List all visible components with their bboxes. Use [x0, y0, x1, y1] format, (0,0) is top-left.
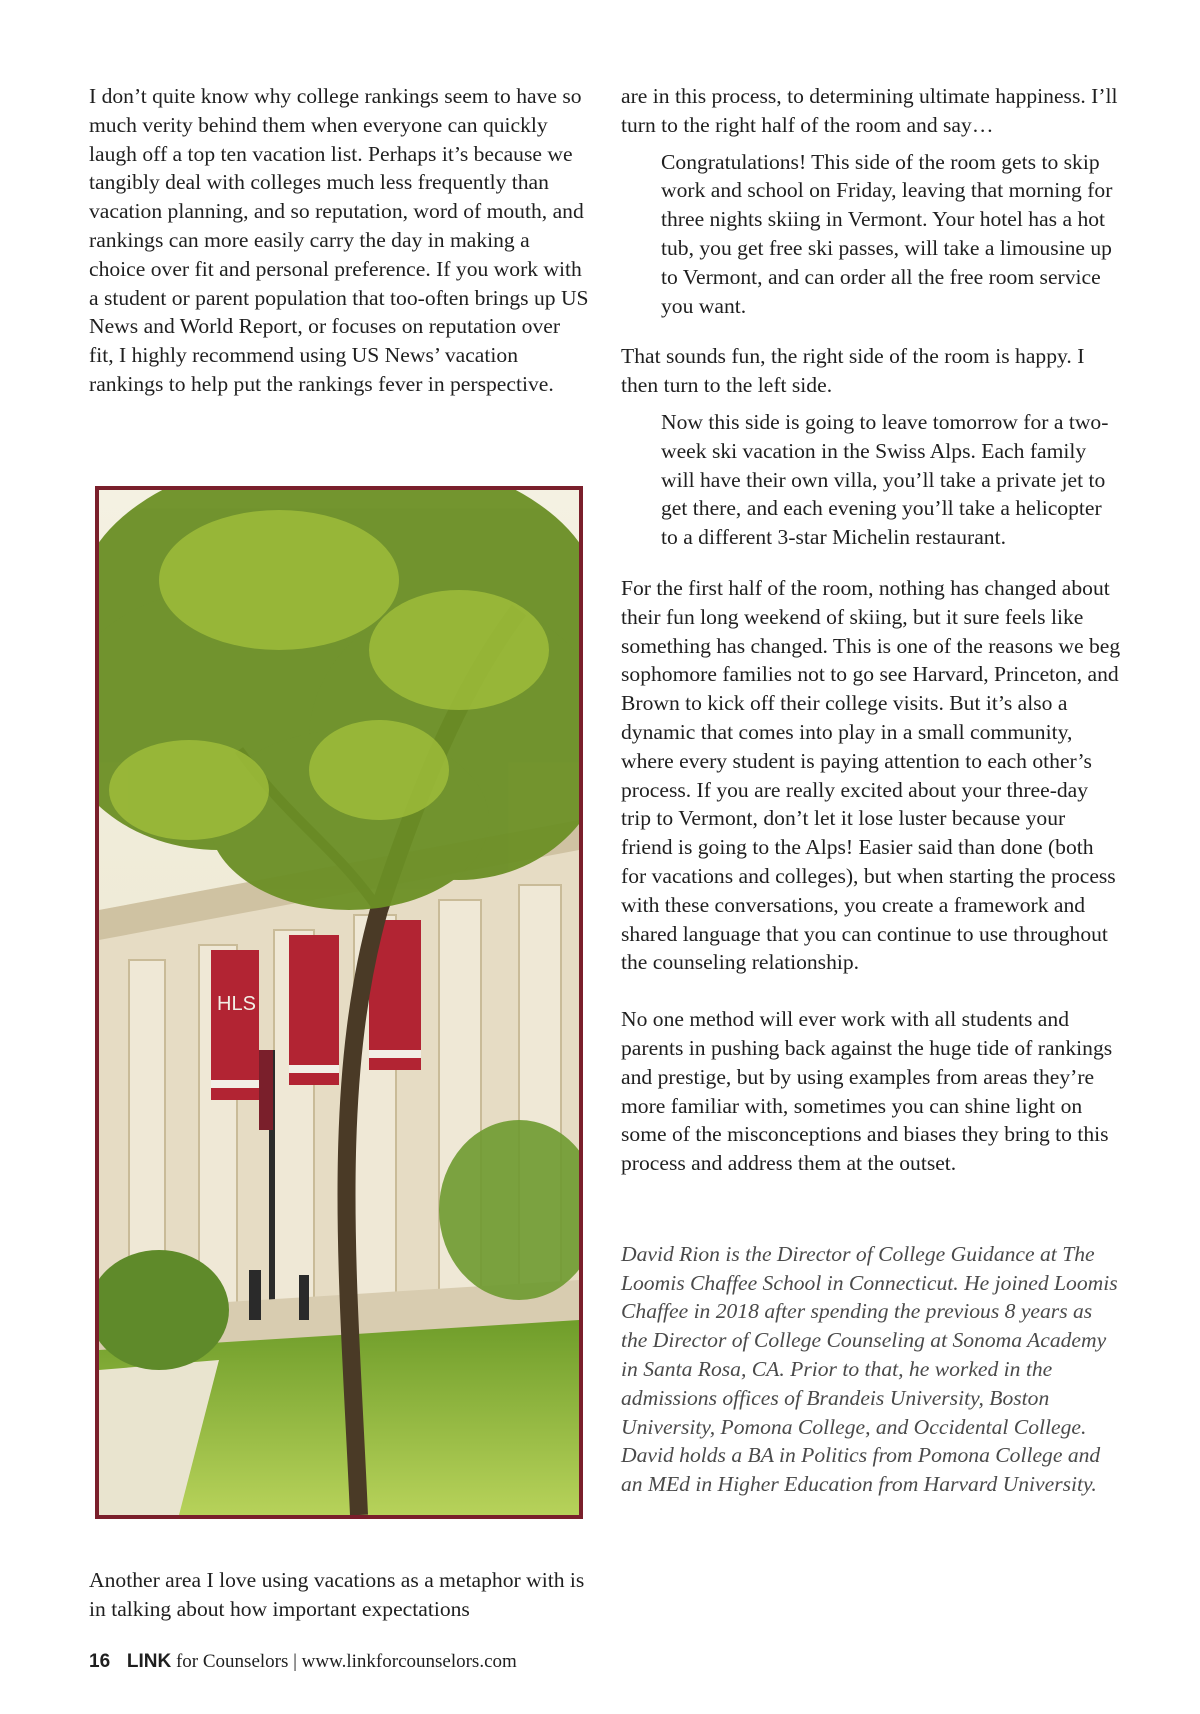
expectations-paragraph: Another area I love using vacations as a metaphor with is in talking about how important expectations [89, 1568, 585, 1621]
campus-photo [95, 486, 583, 1519]
harvard-law-building-image [99, 490, 579, 1515]
footer-text: for Counselors | www.linkforcounselors.com [175, 1651, 517, 1672]
page-footer [89, 1651, 517, 1673]
vermont-scenario-quote: Congratulations! This side of the room gets to skip work and school on Friday, leaving that morning for three nights skiing in Vermont. Your hotel has a hot tub, you get free ski passes, will take a limousine up to Vermont, and can order all the free room service you want. [661, 149, 1113, 318]
left-column [89, 82, 589, 399]
banner-label: HLS [217, 993, 256, 1015]
right-column [621, 82, 1121, 1499]
left-column-bottom [89, 1566, 589, 1624]
intro-paragraph: I don’t quite know why college rankings seem to have so much verity behind them when everyone can quickly laugh off a top ten vacation list. Perhaps it’s because we tangibly deal with colleges much less frequently than vacation planning, and so reputation, word of mouth, and rankings can more easily carry the day in making a choice over fit and personal preference. If you work with a student or parent population that too-often brings up US News and World Report, or focuses on reputation over fit, I highly recommend using US News’ vacation rankings to help put the rankings fever in perspective. [89, 84, 589, 396]
swiss-alps-scenario-quote: Now this side is going to leave tomorrow for a two-week ski vacation in the Swiss Alps. Each family will have their own villa, you’ll take a private jet to get there, and each evening you’ll take a helicopter to a different 3-star Michelin restaurant. [661, 409, 1109, 550]
right-paragraph-2: That sounds fun, the right side of the room is happy. I then turn to the left side. [621, 344, 1085, 398]
right-paragraph-1: are in this process, to determining ultimate happiness. I’ll turn to the right half of the room and say… [621, 84, 1118, 137]
publication-brand: LINK [126, 1651, 172, 1672]
page-number: 16 [89, 1651, 111, 1672]
right-paragraph-4: No one method will ever work with all students and parents in pushing back against the huge tide of rankings and prestige, but by using examples from areas they’re more familiar with, sometimes you can shine light on some of the misconceptions and biases they bring to this process and address them at the outset. [621, 1007, 1113, 1176]
author-bio: David Rion is the Director of College Guidance at The Loomis Chaffee School in Connecticut. He joined Loomis Chaffee in 2018 after spending the previous 8 years as the Director of College Counseling at Sonoma Academy in Santa Rosa, CA. Prior to that, he worked in the admissions offices of Brandeis University, Boston University, Pomona College, and Occidental College. David holds a BA in Politics from Pomona College and an MEd in Higher Education from Harvard University. [621, 1241, 1118, 1497]
right-paragraph-3: For the first half of the room, nothing has changed about their fun long weekend of skiing, but it sure feels like something has changed. This is one of the reasons we beg sophomore families not to go see Harvard, Princeton, and Brown to kick off their college visits. But it’s also a dynamic that comes into play in a small community, where every student is paying attention to each other’s process. If you are really excited about your three-day trip to Vermont, don’t let it lose luster because your friend is going to the Alps! Easier said than done (both for vacations and colleges), but when starting the process with these conversations, you create a framework and shared language that you can continue to use throughout the counseling relationship. [621, 575, 1121, 975]
